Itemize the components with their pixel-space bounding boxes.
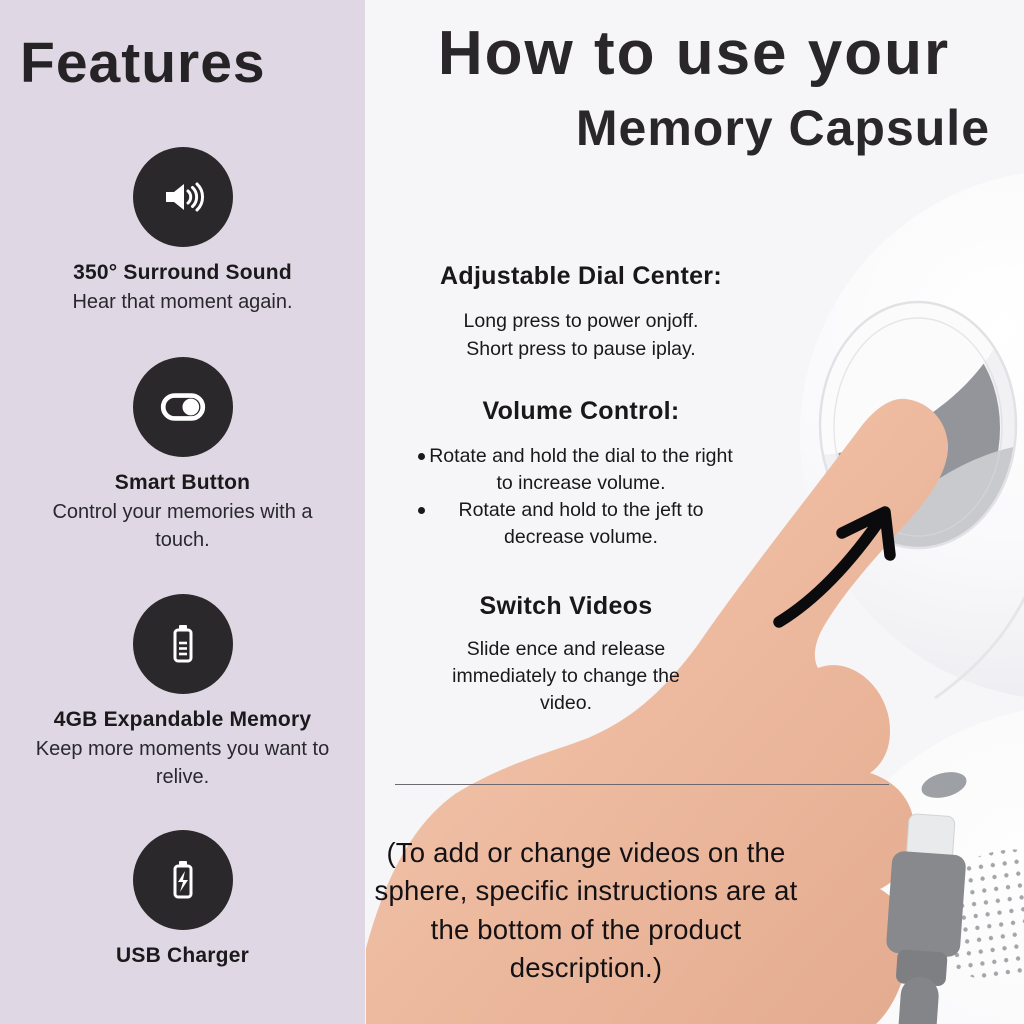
feature-title: Smart Button [114,471,251,494]
divider-line [395,784,889,785]
section-text: Slide ence and release immediately to change the video. [452,638,680,714]
feature-title: 4GB Expandable Memory [53,708,312,731]
battery-memory-icon [133,594,233,694]
feature-desc: Control your memories with a touch. [52,501,313,551]
speaker-sound-icon [133,147,233,247]
section-adjustable-dial [376,262,786,363]
bullet-text: Rotate and hold to the jeft to decrease volume. [458,499,704,548]
feature-surround-sound [0,147,365,316]
feature-title: USB Charger [116,944,249,967]
section-switch-videos [396,592,736,717]
bullet-dot-icon [418,453,425,460]
page-title-line2: Memory Capsule [575,100,990,156]
features-panel [0,0,365,1024]
section-heading: Volume Control: [482,397,680,425]
feature-title: 350° Surround Sound [73,261,292,284]
section-text: Short press to pause iplay. [466,337,696,360]
page-title-line1: How to use your [437,19,951,88]
toggle-switch-icon [133,357,233,457]
bullet-dot-icon [418,507,425,514]
feature-desc: Keep more moments you want to relive. [35,738,330,788]
bullet-item [426,443,736,497]
charging-battery-icon [133,830,233,930]
bullet-text: Rotate and hold the dial to the right to increase volume. [429,445,733,494]
feature-memory [0,594,365,791]
footer-note: (To add or change videos on the sphere, specific instructions are at the bottom of the product description.) [374,836,798,983]
features-title: Features [20,31,266,95]
feature-usb-charger [0,830,365,971]
bullet-item [426,497,736,551]
section-volume-control [376,397,786,551]
section-text: Long press to power onjoff. [463,310,699,332]
feature-desc: Hear that moment again. [72,291,293,313]
section-heading: Switch Videos [479,592,653,620]
feature-smart-button [0,357,365,554]
section-heading: Adjustable Dial Center: [440,262,722,290]
